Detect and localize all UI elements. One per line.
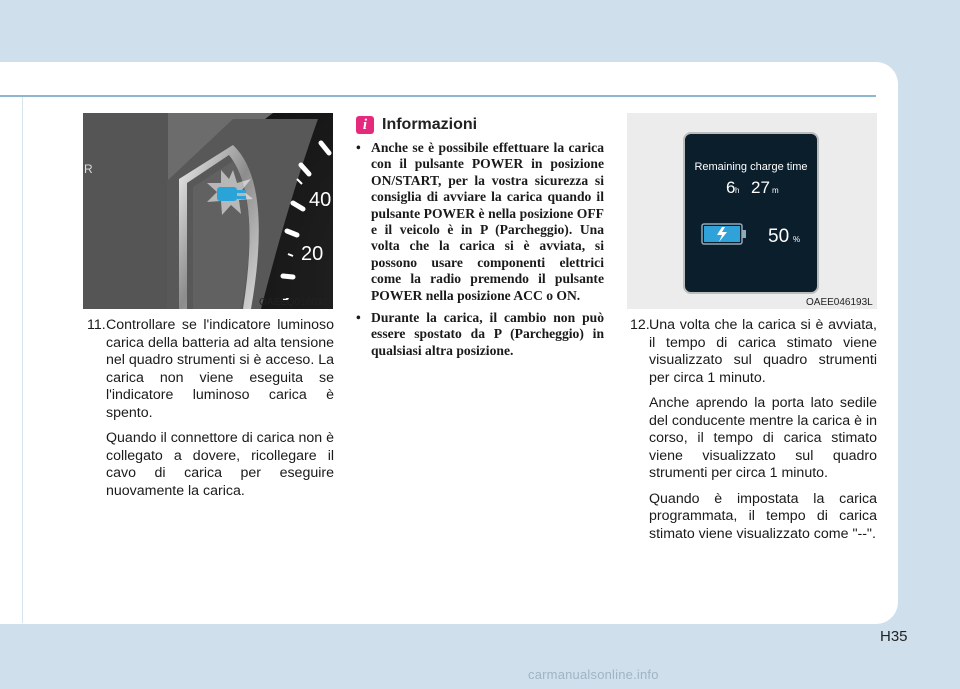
step-11-paragraph-1: Controllare se l'indicatore luminoso carica della batteria ad alta tensione nel quadro strumenti si è acceso. La carica non viene eseguita se l'indicatore luminoso carica è spento. — [106, 317, 334, 421]
margin-rule — [22, 97, 23, 623]
step-number-11: 11. — [87, 317, 106, 333]
step-12-paragraph-1: Una volta che la carica si è avviata, il tempo di carica stimato viene visualizzato sul quadro strumenti per circa 1 minuto. — [649, 317, 877, 386]
step-11-paragraph-2: Quando il connettore di carica non è collegato a dovere, ricollegare il cavo di carica per eseguire nuovamente la carica. — [106, 430, 334, 499]
info-bullet-2: • Durante la carica, il cambio non può essere spostato da P (Parcheggio) in qualsiasi altra posizione. — [356, 310, 604, 358]
gauge-illustration — [83, 113, 333, 309]
charge-time-figure — [627, 113, 877, 309]
header-rule — [0, 95, 876, 97]
display-minutes-unit: m — [772, 186, 779, 195]
info-bullets — [356, 140, 604, 365]
display-hours-unit: h — [735, 186, 740, 195]
step-12-paragraph-2: Anche aprendo la porta lato sedile del conducente mentre la carica è in corso, il tempo di carica stimato viene visualizzato sul quadro strumenti per circa 1 minuto. — [649, 395, 877, 481]
cluster-gauge-figure — [83, 113, 333, 309]
info-bullet-1: • Anche se è possibile effettuare la carica con il pulsante POWER in posizione ON/START, per la vostra sicurezza si consiglia di avviare la carica quando il pulsante POWER è nella posizione OFF e il veicolo è in P (Parcheggio). Una volta che la carica si è avviata, si possono usare componenti elettrici come la radio premendo il pulsante POWER nella posizione ACC o ON. — [356, 140, 604, 303]
step-number-12: 12. — [630, 317, 650, 333]
gauge-label-40: 40 — [309, 189, 332, 211]
display-minutes: 27 — [751, 178, 770, 197]
charge-display-illustration — [627, 113, 877, 309]
info-title: Informazioni — [382, 116, 478, 133]
gauge-label-20: 20 — [301, 243, 324, 265]
display-hours: 6 — [726, 178, 736, 197]
figure-code-left: OAEEQ016032 — [259, 297, 328, 308]
battery-icon — [702, 224, 746, 244]
step-12-paragraph-3: Quando è impostata la carica programmata, il tempo di carica stimato viene visualizzato come "--". — [649, 490, 877, 542]
display-percent-unit: % — [793, 235, 801, 244]
left-column — [87, 317, 334, 508]
figure-code-right: OAEE046193L — [806, 297, 873, 308]
right-column — [630, 317, 877, 551]
page-number: H35 — [880, 628, 908, 645]
watermark: carmanualsonline.info — [528, 667, 659, 682]
display-percent: 50 — [768, 226, 790, 247]
display-title: Remaining charge time — [694, 161, 808, 173]
info-icon: i — [356, 116, 374, 134]
gauge-label-r: R — [84, 162, 93, 176]
